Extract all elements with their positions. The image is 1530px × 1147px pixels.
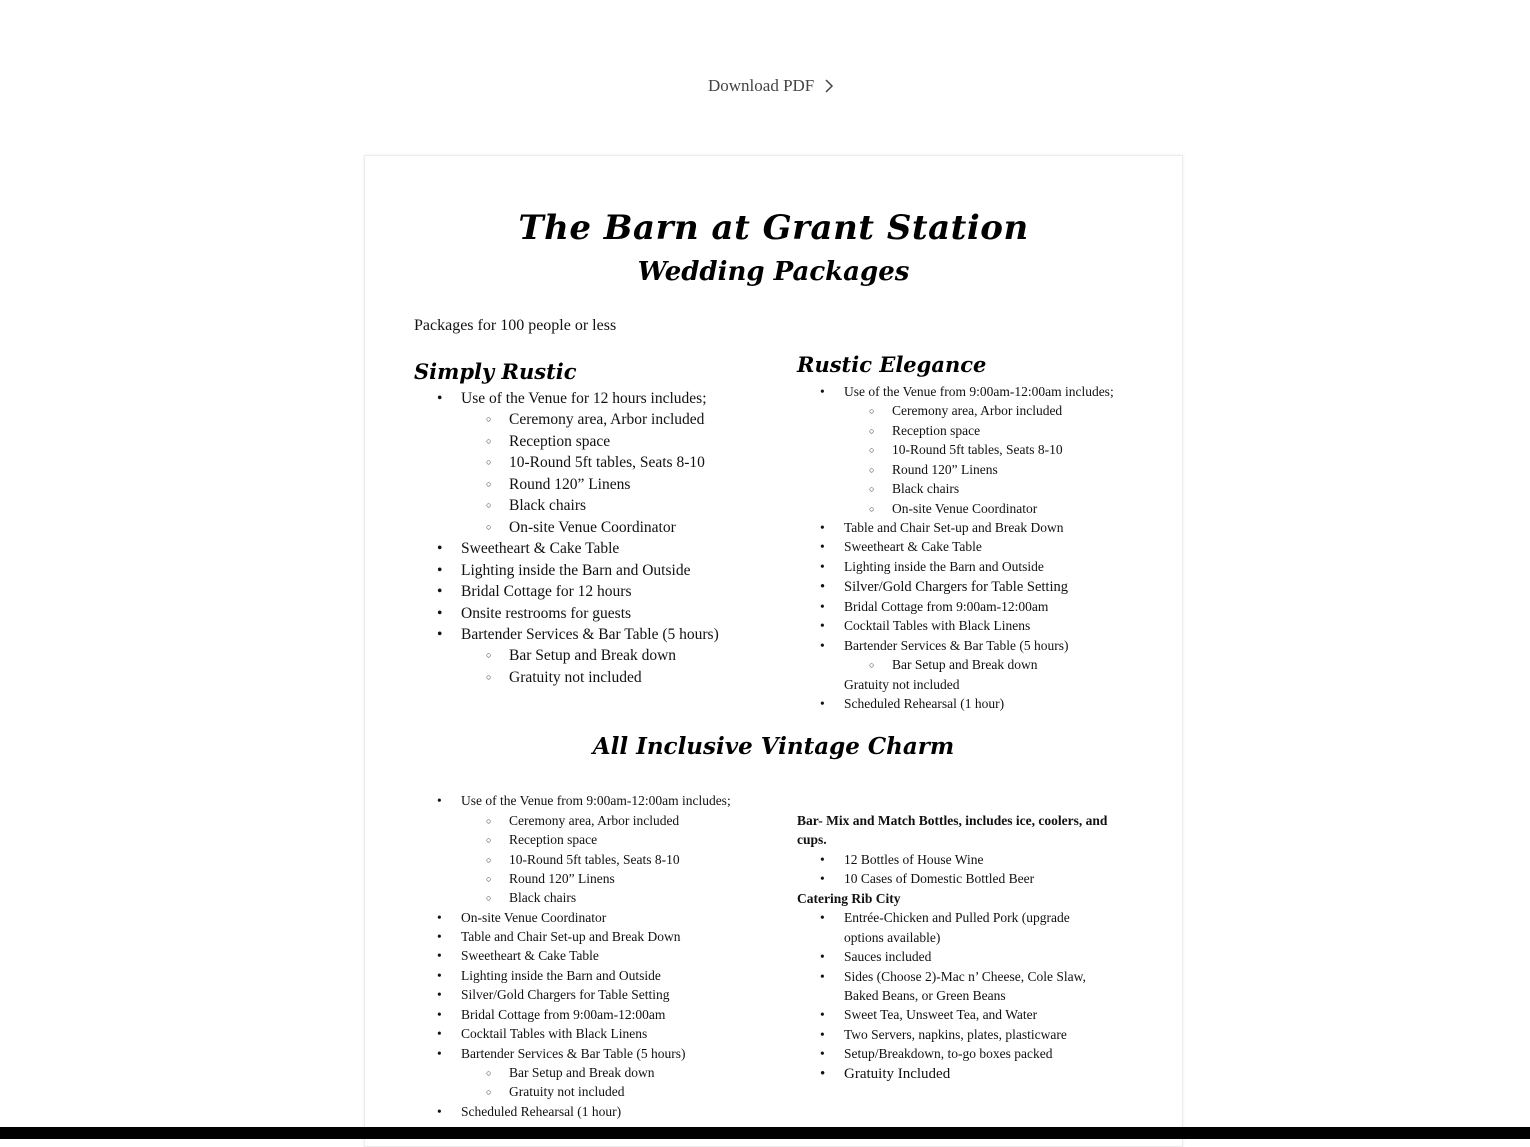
- list-item: • Table and Chair Set-up and Break Down: [844, 520, 1064, 536]
- simply-rustic-heading: Simply Rustic: [414, 359, 577, 384]
- all-inclusive-heading: All Inclusive Vintage Charm: [592, 733, 955, 760]
- list-item: ○ Bar Setup and Break down: [509, 647, 676, 665]
- list-item: • Bartender Services & Bar Table (5 hours): [461, 626, 719, 644]
- list-item: • Two Servers, napkins, plates, plasticware: [844, 1027, 1067, 1043]
- list-item: ○ Reception space: [509, 832, 597, 848]
- bar-heading: Bar- Mix and Match Bottles, includes ice, coolers, and: [797, 813, 1108, 828]
- list-item: • Bridal Cottage for 12 hours: [461, 583, 631, 601]
- list-item: • Bridal Cottage from 9:00am-12:00am: [461, 1007, 665, 1023]
- list-item: Gratuity not included: [844, 677, 960, 692]
- list-item: ○ Gratuity not included: [509, 669, 642, 687]
- document-subtitle: Wedding Packages: [637, 257, 910, 287]
- list-item: ○ Reception space: [509, 433, 610, 451]
- list-item: ○ 10-Round 5ft tables, Seats 8-10: [892, 442, 1063, 458]
- list-item: • Lighting inside the Barn and Outside: [844, 559, 1044, 575]
- list-item: • Sauces included: [844, 949, 931, 965]
- chevron-right-icon: [822, 79, 836, 93]
- list-item: ○ Black chairs: [509, 890, 576, 906]
- list-item: ○ On-site Venue Coordinator: [892, 501, 1037, 517]
- list-item: • Use of the Venue from 9:00am-12:00am includes;: [844, 384, 1114, 400]
- list-item: • Setup/Breakdown, to-go boxes packed: [844, 1046, 1052, 1062]
- list-item: • 10 Cases of Domestic Bottled Beer: [844, 871, 1034, 887]
- list-item: • Sweetheart & Cake Table: [461, 540, 619, 558]
- document-page: [364, 155, 1183, 1147]
- list-item: ○ Round 120” Linens: [892, 462, 998, 478]
- list-item: • Silver/Gold Chargers for Table Setting: [844, 579, 1068, 596]
- bottom-bar: [0, 1127, 1530, 1139]
- list-item: ○ 10-Round 5ft tables, Seats 8-10: [509, 454, 705, 472]
- list-item: • Bartender Services & Bar Table (5 hours): [461, 1046, 685, 1062]
- list-item: • Bartender Services & Bar Table (5 hours): [844, 638, 1068, 654]
- list-item: • Cocktail Tables with Black Linens: [461, 1026, 647, 1042]
- list-item: • Scheduled Rehearsal (1 hour): [461, 1104, 621, 1120]
- list-item: • Sweet Tea, Unsweet Tea, and Water: [844, 1007, 1037, 1023]
- list-item: ○ Black chairs: [892, 481, 959, 497]
- list-item: • Sweetheart & Cake Table: [461, 948, 599, 964]
- intro-text: Packages for 100 people or less: [414, 317, 617, 334]
- list-item: ○ Round 120” Linens: [509, 871, 615, 887]
- list-item: • Lighting inside the Barn and Outside: [461, 562, 690, 580]
- list-item: ○ Black chairs: [509, 497, 586, 515]
- list-item: ○ On-site Venue Coordinator: [509, 519, 676, 537]
- list-item: • Bridal Cottage from 9:00am-12:00am: [844, 599, 1048, 615]
- download-pdf-link[interactable]: [708, 76, 836, 96]
- list-item: ○ Ceremony area, Arbor included: [509, 813, 679, 829]
- list-item: ○ Bar Setup and Break down: [509, 1065, 654, 1081]
- list-item: • On-site Venue Coordinator: [461, 910, 606, 926]
- list-item: • Sweetheart & Cake Table: [844, 539, 982, 555]
- list-item: ○ Round 120” Linens: [509, 476, 630, 494]
- list-item: • Silver/Gold Chargers for Table Setting: [461, 987, 670, 1003]
- list-item: ○ Bar Setup and Break down: [892, 657, 1037, 673]
- list-item: ○ Ceremony area, Arbor included: [892, 403, 1062, 419]
- list-item-cont: options available): [844, 930, 941, 945]
- document-title: The Barn at Grant Station: [518, 208, 1029, 248]
- list-item: • Use of the Venue for 12 hours includes;: [461, 390, 707, 408]
- list-item-cont: Baked Beans, or Green Beans: [844, 988, 1006, 1003]
- list-item: ○ Gratuity not included: [509, 1084, 624, 1100]
- list-item: ○ Ceremony area, Arbor included: [509, 411, 704, 429]
- list-item: • 12 Bottles of House Wine: [844, 852, 983, 868]
- list-item: • Entrée-Chicken and Pulled Pork (upgrade: [844, 910, 1070, 926]
- list-item: • Onsite restrooms for guests: [461, 605, 631, 623]
- bar-heading-cont: cups.: [797, 832, 827, 847]
- list-item: • Lighting inside the Barn and Outside: [461, 968, 661, 984]
- catering-heading: Catering Rib City: [797, 891, 901, 906]
- list-item: ○ Reception space: [892, 423, 980, 439]
- download-pdf-label: Download PDF: [708, 76, 815, 95]
- list-item: • Scheduled Rehearsal (1 hour): [844, 696, 1004, 712]
- list-item: • Use of the Venue from 9:00am-12:00am includes;: [461, 793, 731, 809]
- list-item: • Gratuity Included: [844, 1066, 950, 1083]
- list-item: • Cocktail Tables with Black Linens: [844, 618, 1030, 634]
- list-item: • Table and Chair Set-up and Break Down: [461, 929, 681, 945]
- rustic-elegance-heading: Rustic Elegance: [797, 352, 987, 377]
- list-item: • Sides (Choose 2)-Mac n’ Cheese, Cole Slaw,: [844, 969, 1086, 985]
- list-item: ○ 10-Round 5ft tables, Seats 8-10: [509, 852, 680, 868]
